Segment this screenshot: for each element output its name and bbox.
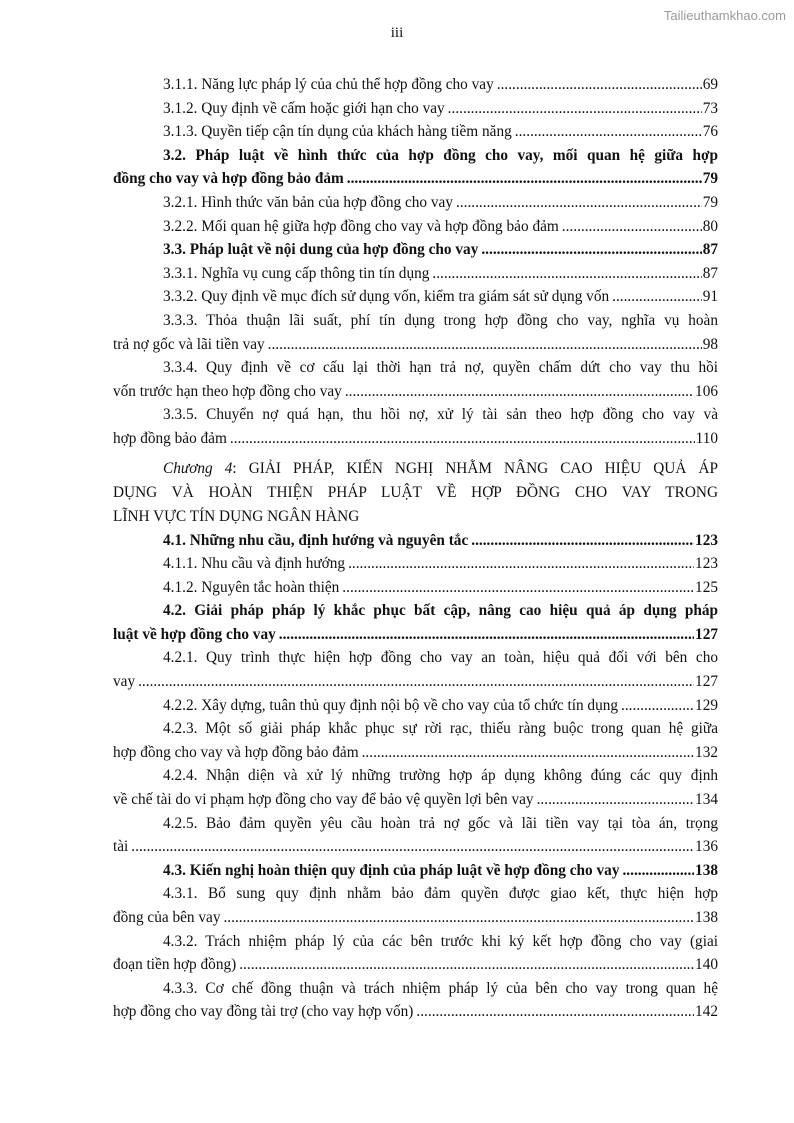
leader-dots <box>268 333 702 357</box>
toc-entry-line1: 4.2.4. Nhận diện và xử lý những trường hợp áp dụng không đúng các quy định <box>163 767 718 785</box>
toc-page-number: 136 <box>695 838 718 856</box>
toc-entry-3-2-2[interactable] <box>113 215 718 239</box>
chapter-title-line2: DỤNG VÀ HOÀN THIỆN PHÁP LUẬT VỀ HỢP ĐỒNG CHO VAY TRONG <box>113 483 718 501</box>
toc-entry-3-2[interactable] <box>113 144 718 191</box>
toc-entry-line1: 4.3.2. Trách nhiệm pháp lý của các bên trước khi ký kết hợp đồng cho vay (giai <box>163 932 718 950</box>
toc-entry-4-2-4[interactable] <box>113 764 718 811</box>
toc-entry-label: 4.1.2. Nguyên tắc hoàn thiện <box>163 578 340 596</box>
toc-page-number: 110 <box>695 429 718 447</box>
toc-page-number: 76 <box>702 123 718 141</box>
leader-dots <box>348 552 694 576</box>
chapter-4-heading[interactable] <box>113 457 718 529</box>
toc-entry-3-3-5[interactable] <box>113 403 718 450</box>
toc-entry-4-2-1[interactable] <box>113 646 718 693</box>
toc-page-number: 79 <box>702 170 718 188</box>
toc-page-number: 140 <box>695 956 718 974</box>
toc-entry-line2: hợp đồng cho vay và hợp đồng bảo đảm <box>113 743 359 761</box>
toc-entry-line2: vay <box>113 673 136 691</box>
chapter-title-line3: LĨNH VỰC TÍN DỤNG NGÂN HÀNG <box>113 507 360 525</box>
toc-entry-4-1-2[interactable] <box>113 576 718 600</box>
leader-dots <box>537 788 694 812</box>
toc-entry-3-3-4[interactable] <box>113 356 718 403</box>
toc-entry-4-3[interactable] <box>113 859 718 883</box>
toc-entry-3-3[interactable] <box>113 238 718 262</box>
toc-entry-line1: 3.3.5. Chuyển nợ quá hạn, thu hồi nợ, xử lý tài sản theo hợp đồng cho vay và <box>163 406 718 424</box>
toc-entry-label: 4.1.1. Nhu cầu và định hướng <box>163 555 346 573</box>
watermark: Tailieuthamkhao.com <box>663 8 786 23</box>
toc-entry-3-2-1[interactable] <box>113 191 718 215</box>
toc-entry-4-3-2[interactable] <box>113 930 718 977</box>
toc-entry-label: 3.1.2. Quy định về cấm hoặc giới hạn cho vay <box>163 99 445 117</box>
toc-page-number: 98 <box>702 335 718 353</box>
leader-dots <box>456 191 702 215</box>
toc-entry-line2: tài <box>113 838 129 856</box>
toc-entry-line1: 3.3.3. Thỏa thuận lãi suất, phí tín dụng trong hợp đồng cho vay, nghĩa vụ hoàn <box>163 311 718 329</box>
leader-dots <box>223 906 694 930</box>
toc-page-number: 79 <box>702 193 718 211</box>
toc-page-number: 129 <box>695 696 718 714</box>
toc-entry-label: 4.3. Kiến nghị hoàn thiện quy định của pháp luật về hợp đồng cho vay <box>163 861 620 879</box>
toc-entry-label: 3.3.1. Nghĩa vụ cung cấp thông tin tín dụng <box>163 264 430 282</box>
toc-entry-3-1-2[interactable] <box>113 97 718 121</box>
leader-dots <box>131 835 694 859</box>
toc-page-number: 91 <box>702 288 718 306</box>
leader-dots <box>416 1000 694 1024</box>
toc-page-number: 87 <box>702 241 718 259</box>
toc-entry-line1: 3.3.4. Quy định về cơ cấu lại thời hạn trả nợ, quyền chấm dứt cho vay thu hồi <box>163 359 718 377</box>
toc-entry-line1: 4.3.1. Bổ sung quy định nhằm bảo đảm quyền được giao kết, thực hiện hợp <box>163 885 718 903</box>
toc-entry-line1: 3.2. Pháp luật về hình thức của hợp đồng cho vay, mối quan hệ giữa hợp <box>163 146 718 164</box>
toc-page-number: 123 <box>695 531 718 549</box>
toc-entry-line2: luật về hợp đồng cho vay <box>113 625 276 643</box>
toc-entry-4-3-3[interactable] <box>113 977 718 1024</box>
leader-dots <box>612 285 702 309</box>
leader-dots <box>432 262 701 286</box>
leader-dots <box>342 576 694 600</box>
toc-entry-4-2-5[interactable] <box>113 812 718 859</box>
leader-dots <box>362 741 694 765</box>
toc-page-number: 142 <box>695 1003 718 1021</box>
toc-entry-label: 3.3.2. Quy định về mục đích sử dụng vốn, kiểm tra giám sát sử dụng vốn <box>163 288 610 306</box>
leader-dots <box>471 529 694 553</box>
leader-dots <box>621 694 694 718</box>
toc-entry-4-1[interactable] <box>113 529 718 553</box>
toc-page-number: 134 <box>695 791 718 809</box>
toc-page-number: 138 <box>695 909 718 926</box>
toc-page-number: 127 <box>695 625 718 643</box>
toc-page-number: 87 <box>702 264 718 282</box>
table-of-contents <box>113 73 718 1024</box>
leader-dots <box>562 215 702 239</box>
toc-entry-3-3-2[interactable] <box>113 285 718 309</box>
toc-entry-4-1-1[interactable] <box>113 552 718 576</box>
toc-entry-line2: đồng cho vay và hợp đồng bảo đảm <box>113 170 344 188</box>
toc-entry-4-3-1[interactable] <box>113 882 718 929</box>
leader-dots <box>239 953 694 977</box>
toc-entry-4-2[interactable] <box>113 599 718 646</box>
leader-dots <box>138 670 694 694</box>
toc-entry-label: 3.2.2. Mối quan hệ giữa hợp đồng cho vay và hợp đồng bảo đảm <box>163 217 559 235</box>
leader-dots <box>481 238 701 262</box>
toc-entry-label: 3.2.1. Hình thức văn bản của hợp đồng cho vay <box>163 193 453 211</box>
toc-entry-label: 3.1.1. Năng lực pháp lý của chủ thể hợp đồng cho vay <box>163 76 494 93</box>
toc-entry-3-1-3[interactable] <box>113 120 718 144</box>
toc-entry-line1: 4.2.1. Quy trình thực hiện hợp đồng cho vay an toàn, hiệu quả đối với bên cho <box>163 649 718 667</box>
toc-entry-line1: 4.3.3. Cơ chế đồng thuận và trách nhiệm pháp lý của bên cho vay trong quan hệ <box>163 979 718 997</box>
toc-entry-line1: 4.2. Giải pháp pháp lý khắc phục bất cập, nâng cao hiệu quả áp dụng pháp <box>163 602 718 620</box>
leader-dots <box>622 859 694 883</box>
toc-page-number: 106 <box>695 382 718 400</box>
toc-entry-3-3-3[interactable] <box>113 309 718 356</box>
toc-entry-4-2-2[interactable] <box>113 694 718 718</box>
toc-entry-line1: 4.2.5. Bảo đảm quyền yêu cầu hoàn trả nợ gốc và lãi tiền vay tại tòa án, trọng <box>163 814 718 832</box>
toc-entry-4-2-3[interactable] <box>113 717 718 764</box>
toc-entry-line1: 4.2.3. Một số giải pháp khắc phục sự rời rạc, thiếu ràng buộc trong quan hệ giữa <box>163 720 718 738</box>
leader-dots <box>345 380 694 404</box>
toc-entry-line2: vốn trước hạn theo hợp đồng cho vay <box>113 382 342 400</box>
toc-entry-3-3-1[interactable] <box>113 262 718 286</box>
toc-page-number: 73 <box>702 99 718 117</box>
leader-dots <box>347 167 702 191</box>
toc-page-number: 69 <box>702 76 718 93</box>
page-number: iii <box>390 25 404 41</box>
toc-entry-line2: đồng của bên vay <box>113 909 221 926</box>
leader-dots <box>515 120 702 144</box>
toc-entry-label: 4.2.2. Xây dựng, tuân thủ quy định nội bộ về cho vay của tổ chức tín dụng <box>163 696 619 714</box>
toc-entry-line2: hợp đồng cho vay đồng tài trợ (cho vay hợp vốn) <box>113 1003 414 1021</box>
leader-dots <box>230 427 695 451</box>
toc-entry-line2: về chế tài do vi phạm hợp đồng cho vay để bảo vệ quyền lợi bên vay <box>113 791 534 809</box>
chapter-title-line1: : GIẢI PHÁP, KIẾN NGHỊ NHẰM NÂNG CAO HIỆU QUẢ ÁP <box>232 459 718 477</box>
toc-entry-label: 3.3. Pháp luật về nội dung của hợp đồng cho vay <box>163 241 479 259</box>
toc-page-number: 138 <box>695 861 718 879</box>
leader-dots <box>448 97 702 121</box>
toc-entry-label: 3.1.3. Quyền tiếp cận tín dụng của khách hàng tiềm năng <box>163 123 512 141</box>
toc-page-number: 125 <box>695 578 718 596</box>
toc-page-number: 127 <box>695 673 718 691</box>
leader-dots <box>279 623 694 647</box>
chapter-prefix: Chương 4 <box>163 459 233 477</box>
toc-entry-line2: hợp đồng bảo đảm <box>113 429 227 447</box>
toc-entry-line2: đoạn tiền hợp đồng) <box>113 956 237 974</box>
toc-entry-3-1-1[interactable] <box>113 73 718 97</box>
toc-page-number: 132 <box>695 743 718 761</box>
leader-dots <box>497 73 702 97</box>
toc-page-number: 123 <box>695 555 718 573</box>
toc-page-number: 80 <box>702 217 718 235</box>
toc-entry-label: 4.1. Những nhu cầu, định hướng và nguyên tắc <box>163 531 469 549</box>
toc-entry-line2: trả nợ gốc và lãi tiền vay <box>113 335 265 353</box>
